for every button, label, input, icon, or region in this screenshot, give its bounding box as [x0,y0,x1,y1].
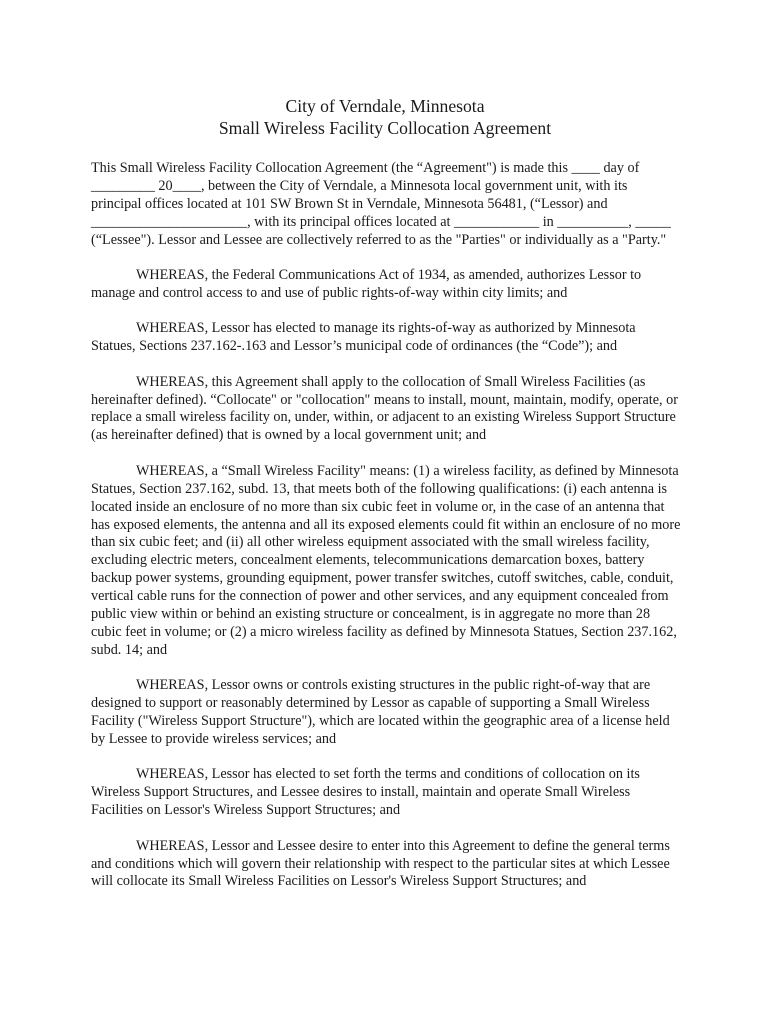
whereas-paragraph: WHEREAS, Lessor has elected to set forth the terms and conditions of collocation on its Wireless Support Structures, and Lessee desires to install, maintain and operate Small Wireless Facilities on Lessor's Wireless Support Structures; and [91,766,640,819]
whereas-paragraph: WHEREAS, Lessor has elected to manage its rights-of-way as authorized by Minnesota Statues, Sections 237.162-.163 and Lessor’s municipal code of ordinances (the “Code”); and [91,320,636,355]
document-title [0,95,770,139]
whereas-paragraph: WHEREAS, the Federal Communications Act of 1934, as amended, authorizes Lessor to manage and control access to and use of public rights-of-way within city limits; and [91,267,642,301]
whereas-paragraph: WHEREAS, Lessor owns or controls existing structures in the public right-of-way that are designed to support or reasonably determined by Lessor as capable of supporting a Small Wireless Facility ("Wireless Support Structure"), which are located within the geographic area of a license held by Lessee to provide wireless services; and [91,677,670,747]
intro-paragraph: This Small Wireless Facility Collocation Agreement (the “Agreement") is made this ____ day of _________ 20____, between the City of Verndale, a Minnesota local government unit, with its principal offices located at 101 SW Brown St in Verndale, Minnesota 56481, (“Lessor) and ______________________, with its principal offices located at ____________ in __________, _____ (“Lessee"). Lessor and Lessee are collectively referred to as the "Parties" or individually as a "Party." [91,160,671,248]
whereas-paragraph: WHEREAS, a “Small Wireless Facility" means: (1) a wireless facility, as defined by Minnesota Statues, Section 237.162, subd. 13, that meets both of the following qualifications: (i) each antenna is located inside an enclosure of no more than six cubic feet in volume or, in the case of an antenna that has exposed elements, the antenna and all its exposed elements could fit within an enclosure of no more than six cubic feet; and (ii) all other wireless equipment associated with the small wireless facility, excluding electric meters, concealment elements, telecommunications demarcation boxes, battery backup power systems, grounding equipment, power transfer switches, cutoff switches, cable, conduit, vertical cable runs for the connection of power and other services, and any equipment concealed from public view within or behind an existing structure or concealment, is in aggregate no more than 28 cubic feet in volume; or (2) a micro wireless facility as defined by Minnesota Statues, Section 237.162, subd. 14; and [91,462,681,658]
document-body [91,160,681,909]
title-line-2: Small Wireless Facility Collocation Agreement [218,118,552,138]
whereas-paragraph: WHEREAS, this Agreement shall apply to the collocation of Small Wireless Facilities (as hereinafter defined). “Collocate" or "collocation" means to install, mount, maintain, modify, operate, or replace a small wireless facility on, under, within, or adjacent to an existing Wireless Support Structure (as hereinafter defined) that is owned by a local government unit; and [91,373,678,444]
whereas-paragraph: WHEREAS, Lessor and Lessee desire to enter into this Agreement to define the general terms and conditions which will govern their relationship with respect to the particular sites at which Lessee will collocate its Small Wireless Facilities on Lessor's Wireless Support Structures; and [91,837,670,890]
title-line-1: City of Verndale, Minnesota [285,96,485,116]
